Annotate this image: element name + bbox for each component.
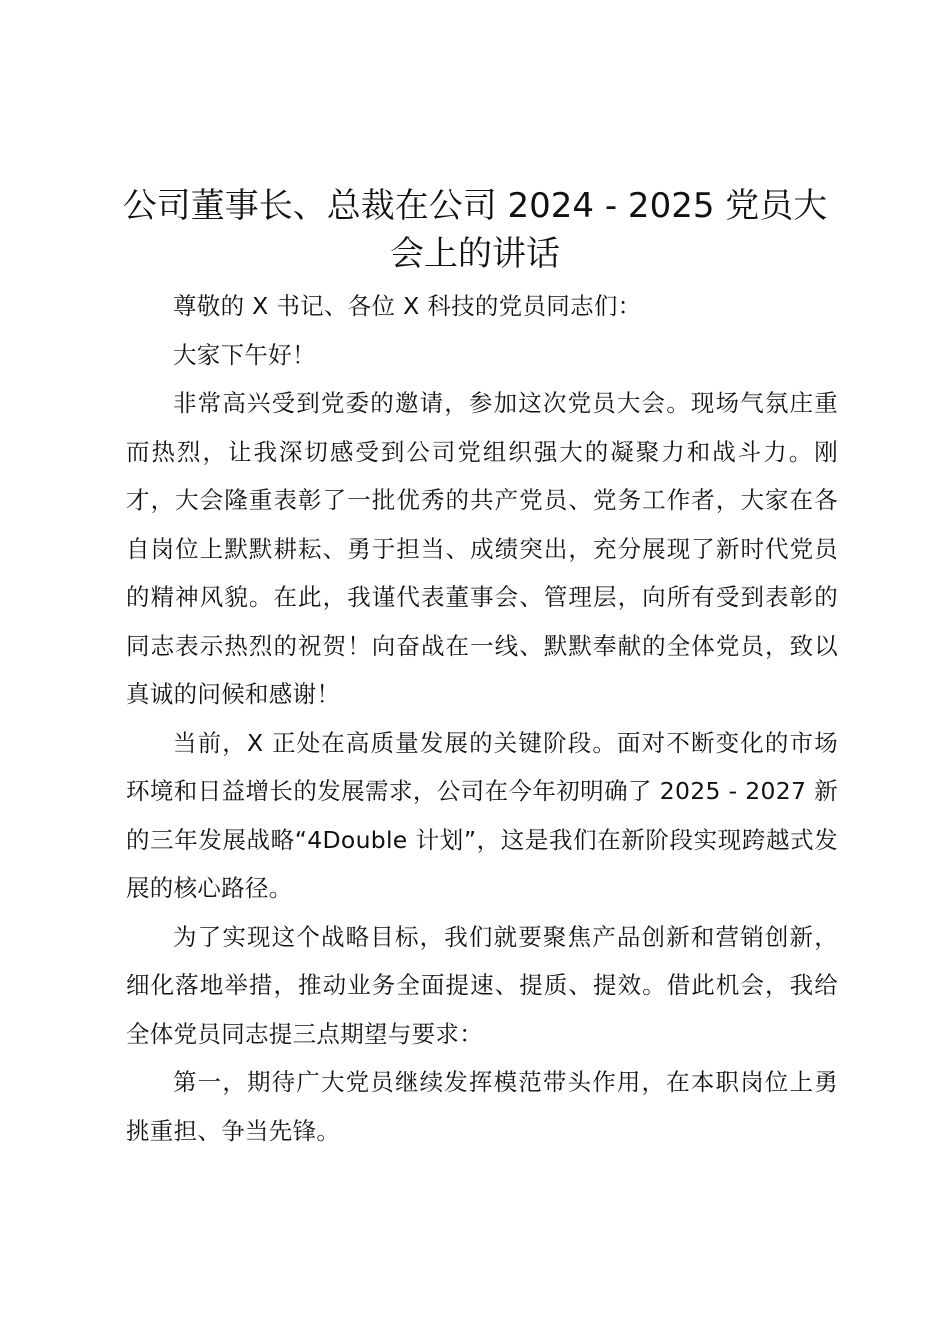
document-body xyxy=(126,282,838,1155)
salutation-paragraph: 尊敬的 X 书记、各位 X 科技的党员同志们： xyxy=(173,292,642,320)
body-paragraph: 第一，期待广大党员继续发挥模范带头作用，在本职岗位上勇挑重担、争当先锋。 xyxy=(126,1068,838,1145)
body-paragraph: 非常高兴受到党委的邀请，参加这次党员大会。现场气氛庄重而热烈，让我深切感受到公司党组织强大的凝聚力和战斗力。刚才，大会隆重表彰了一批优秀的共产党员、党务工作者，大家在各自岗位上默默耕耘、勇于担当、成绩突出，充分展现了新时代党员的精神风貌。在此，我谨代表董事会、管理层，向所有受到表彰的同志表示热烈的祝贺！向奋战在一线、默默奉献的全体党员，致以真诚的问候和感谢！ xyxy=(126,389,838,708)
document-title: 公司董事长、总裁在公司 2024 - 2025 党员大会上的讲话 xyxy=(122,186,828,274)
greeting-paragraph: 大家下午好！ xyxy=(173,340,316,369)
body-paragraph: 当前，X 正处在高质量发展的关键阶段。面对不断变化的市场环境和日益增长的发展需求，公司在今年初明确了 2025 - 2027 新的三年发展战略“4Double 计划”，这是我们在新阶段实现跨越式发展的核心路径。 xyxy=(126,728,838,902)
body-paragraph: 为了实现这个战略目标，我们就要聚焦产品创新和营销创新，细化落地举措，推动业务全面提速、提质、提效。借此机会，我给全体党员同志提三点期望与要求： xyxy=(126,922,838,1048)
